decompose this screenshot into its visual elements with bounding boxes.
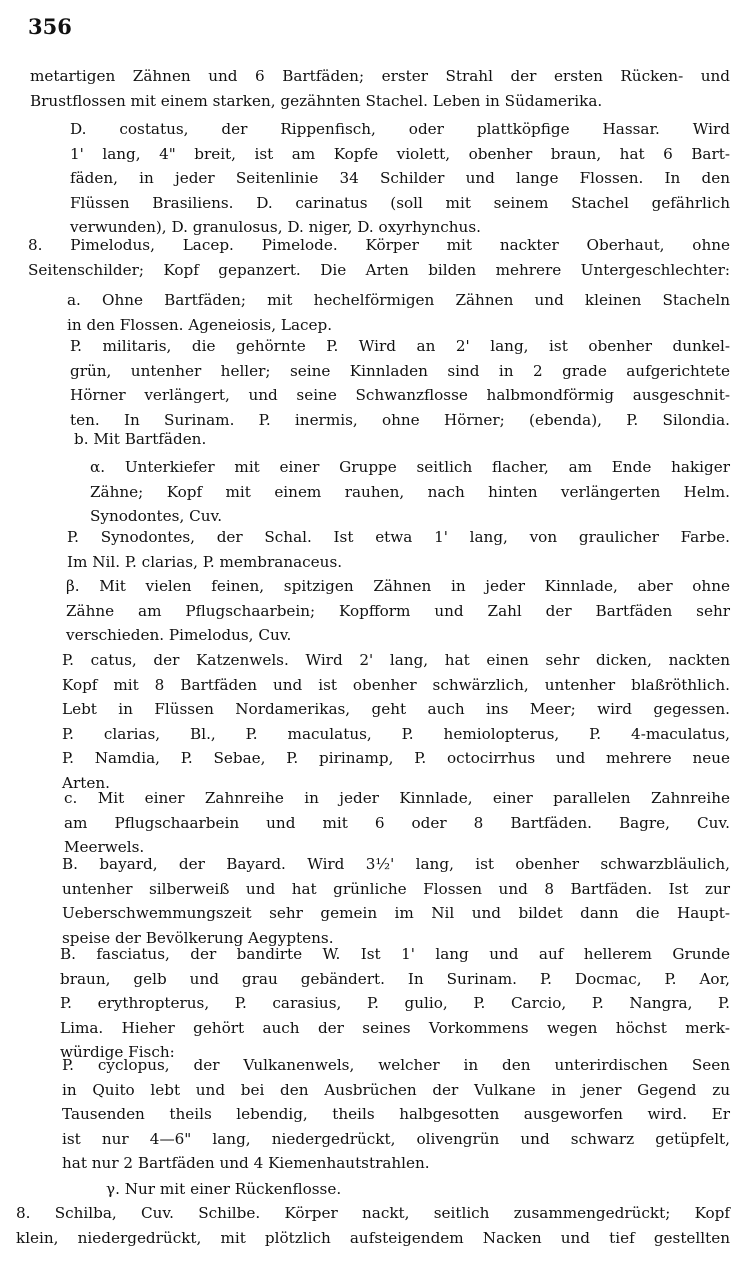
- text-line: in den Flossen. Ageneiosis, Lacep.: [67, 315, 333, 334]
- subgenus-heading: [66, 574, 730, 648]
- text-line: P. Namdia, P. Sebae, P. pirinamp, P. octocirrhus und mehrere neue: [62, 749, 730, 768]
- text-line: β. Mit vielen feinen, spitzigen Zähnen in jeder Kinnlade, aber ohne: [66, 577, 730, 595]
- text-line: P. Synodontes, der Schal. Ist etwa 1' lang, von graulicher Farbe.: [67, 528, 730, 546]
- text-line: B. bayard, der Bayard. Wird 3½' lang, ist obenher schwarzbläulich,: [62, 855, 730, 873]
- paragraph-continuation: [30, 64, 730, 113]
- text-line: ten. In Surinam. P. inermis, ohne Hörner; (ebenda), P. Silondia.: [70, 410, 730, 429]
- text-line: Zähne; Kopf mit einem rauhen, nach hinten verlängerten Helm.: [90, 482, 730, 501]
- species-entry: [60, 942, 730, 1065]
- text-line: Meerwels.: [64, 838, 145, 857]
- subgenus-heading: [90, 455, 730, 529]
- text-line: 8. Pimelodus, Lacep. Pimelode. Körper mit nackter Oberhaut, ohne: [28, 236, 730, 254]
- text-line: in Quito lebt und bei den Ausbrüchen der Vulkane in jener Gegend zu: [62, 1080, 730, 1099]
- genus-heading: [16, 1201, 730, 1250]
- text-line: P. erythropterus, P. carasius, P. gulio, P. Carcio, P. Nangra, P.: [60, 994, 730, 1013]
- text-line: braun, gelb und grau gebändert. In Surinam. P. Docmac, P. Aor,: [60, 969, 730, 988]
- text-line: Hörner verlängert, und seine Schwanzflosse halbmondförmig ausgeschnit-: [70, 386, 730, 405]
- text-line: P. militaris, die gehörnte P. Wird an 2' lang, ist obenher dunkel-: [70, 337, 730, 355]
- page-number: 356: [28, 14, 72, 39]
- text-line: Seitenschilder; Kopf gepanzert. Die Arten bilden mehrere Untergeschlechter:: [28, 260, 730, 279]
- text-line: Synodontes, Cuv.: [90, 507, 223, 526]
- text-line: hat nur 2 Bartfäden und 4 Kiemenhautstrahlen.: [62, 1154, 430, 1173]
- species-entry: [62, 1053, 730, 1176]
- text-line: fäden, in jeder Seitenlinie 34 Schilder und lange Flossen. In den: [70, 169, 730, 188]
- text-line: Kopf mit 8 Bartfäden und ist obenher schwärzlich, untenher blaßröthlich.: [62, 675, 730, 694]
- text-line: Lima. Hieher gehört auch der seines Vorkommens wegen höchst merk-: [60, 1018, 730, 1037]
- genus-heading: [28, 233, 730, 282]
- text-line: c. Mit einer Zahnreihe in jeder Kinnlade, einer parallelen Zahnreihe: [64, 789, 730, 807]
- text-line: Tausenden theils lebendig, theils halbgesotten ausgeworfen wird. Er: [62, 1105, 730, 1124]
- text-line: D. costatus, der Rippenfisch, oder plattköpfige Hassar. Wird: [70, 120, 730, 138]
- text-line: am Pflugschaarbein und mit 6 oder 8 Bartfäden. Bagre, Cuv.: [64, 813, 730, 832]
- species-entry: [70, 117, 730, 240]
- text-line: würdige Fisch:: [60, 1043, 175, 1062]
- text-line: verwunden), D. granulosus, D. niger, D. oxyrhynchus.: [70, 218, 481, 237]
- species-entry: [62, 852, 730, 950]
- species-entry: [67, 525, 730, 574]
- text-line: Flüssen Brasiliens. D. carinatus (soll mit seinem Stachel gefährlich: [70, 193, 730, 212]
- text-line: Im Nil. P. clarias, P. membranaceus.: [67, 552, 343, 571]
- species-entry: [70, 334, 730, 432]
- text-line: Arten.: [62, 773, 110, 792]
- text-line: P. cyclopus, der Vulkanenwels, welcher in den unterirdischen Seen: [62, 1056, 730, 1074]
- text-line: 8. Schilba, Cuv. Schilbe. Körper nackt, seitlich zusammengedrückt; Kopf: [16, 1204, 730, 1222]
- text-line: klein, niedergedrückt, mit plötzlich aufsteigendem Nacken und tief gestellten: [16, 1228, 730, 1247]
- text-line: P. catus, der Katzenwels. Wird 2' lang, hat einen sehr dicken, nackten: [62, 651, 730, 669]
- text-line: ist nur 4—6" lang, niedergedrückt, olivengrün und schwarz getüpfelt,: [62, 1129, 730, 1148]
- text-line: a. Ohne Bartfäden; mit hechelförmigen Zähnen und kleinen Stacheln: [67, 291, 730, 309]
- subgenus-heading: [67, 288, 730, 337]
- text-line: Lebt in Flüssen Nordamerikas, geht auch ins Meer; wird gegessen.: [62, 700, 730, 719]
- text-line: metartigen Zähnen und 6 Bartfäden; erster Strahl der ersten Rücken- und: [30, 67, 730, 85]
- text-line: α. Unterkiefer mit einer Gruppe seitlich flacher, am Ende hakiger: [90, 458, 730, 476]
- text-line: b. Mit Bartfäden.: [74, 430, 207, 448]
- text-line: Brustflossen mit einem starken, gezähnten Stachel. Leben in Südamerika.: [30, 91, 603, 110]
- text-line: 1' lang, 4" breit, ist am Kopfe violett, obenher braun, hat 6 Bart-: [70, 144, 730, 163]
- species-entry: [62, 648, 730, 796]
- text-line: speise der Bevölkerung Aegyptens.: [62, 928, 334, 947]
- subgroup-heading: [106, 1177, 606, 1202]
- text-line: grün, untenher heller; seine Kinnladen sind in 2 grade aufgerichtete: [70, 361, 730, 380]
- text-line: Zähne am Pflugschaarbein; Kopfform und Zahl der Bartfäden sehr: [66, 601, 730, 620]
- text-line: P. clarias, Bl., P. maculatus, P. hemiolopterus, P. 4-maculatus,: [62, 724, 730, 743]
- text-line: γ. Nur mit einer Rückenflosse.: [106, 1180, 342, 1198]
- text-line: B. fasciatus, der bandirte W. Ist 1' lang und auf hellerem Grunde: [60, 945, 730, 963]
- text-line: untenher silberweiß und hat grünliche Flossen und 8 Bartfäden. Ist zur: [62, 879, 730, 898]
- text-line: Ueberschwemmungszeit sehr gemein im Nil und bildet dann die Haupt-: [62, 904, 730, 923]
- subgenus-heading: [74, 427, 730, 452]
- subgenus-heading: [64, 786, 730, 860]
- text-line: verschieden. Pimelodus, Cuv.: [66, 626, 292, 645]
